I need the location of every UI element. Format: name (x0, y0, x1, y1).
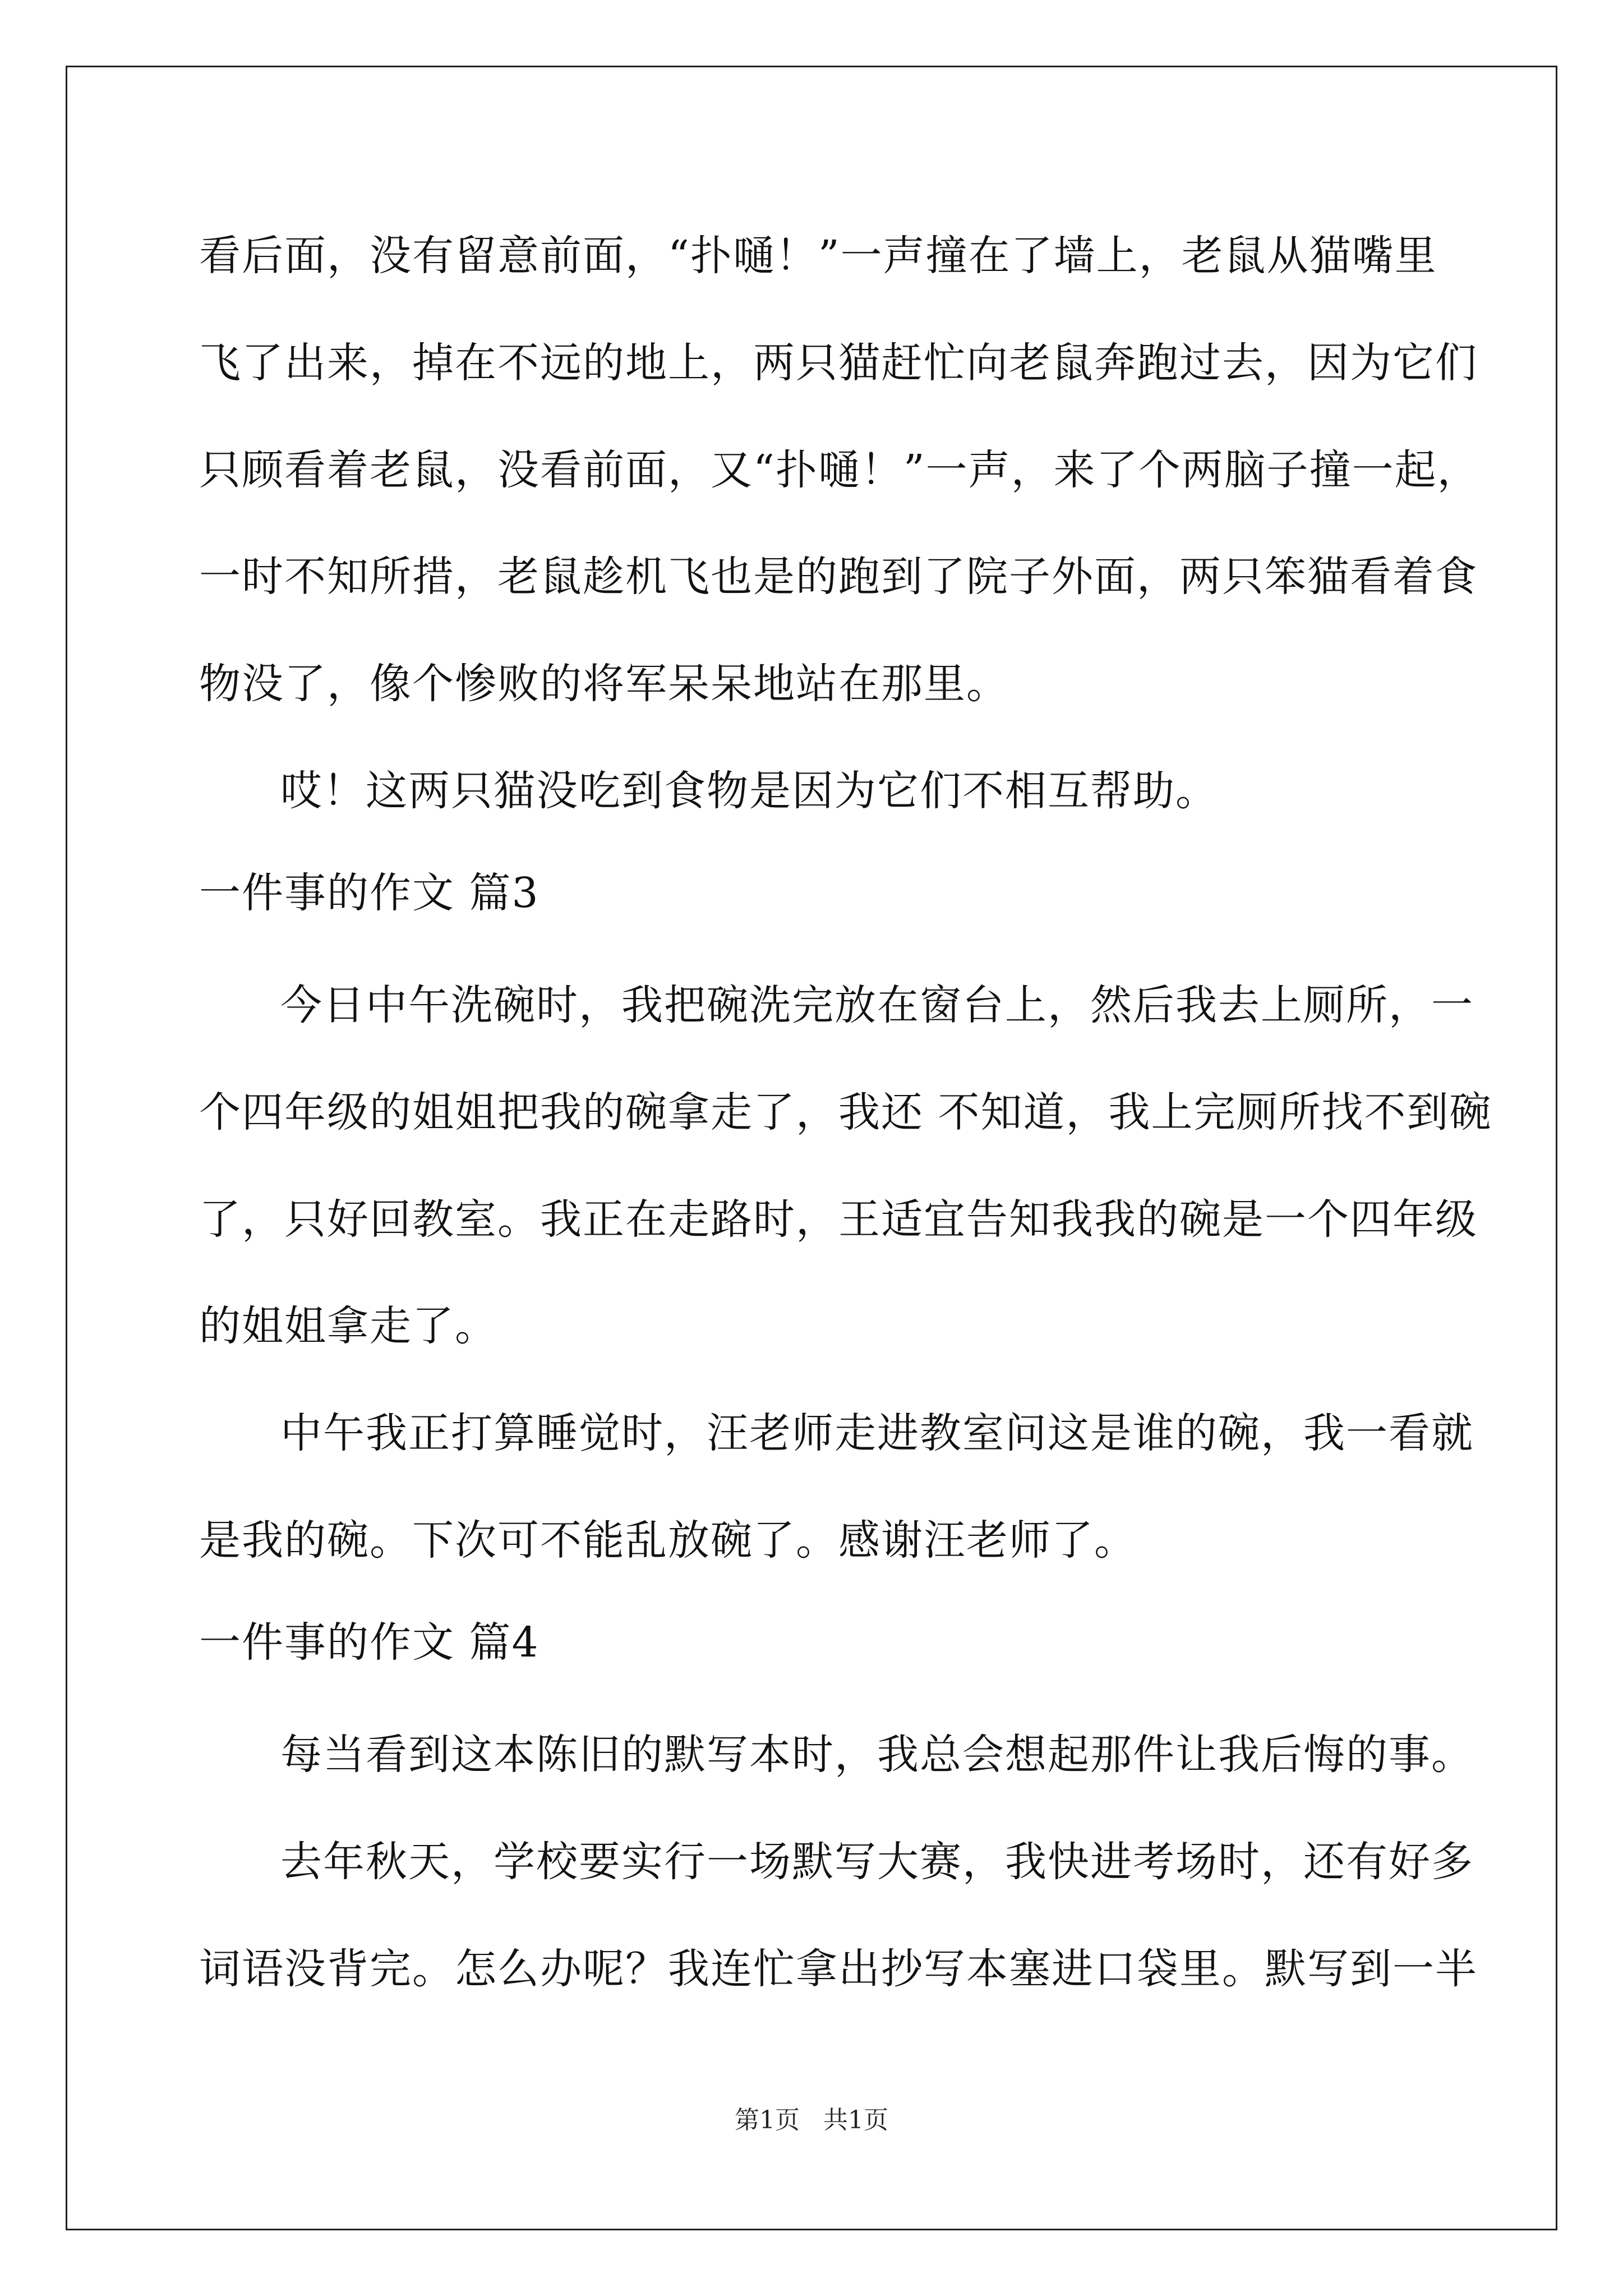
body-line-8: 今日中午洗碗时，我把碗洗完放在窗台上，然后我去上厕所，一 (280, 981, 1474, 1029)
section-heading-3: 一件事的作文 篇3 (199, 869, 540, 917)
body-line-4: 一时不知所措，老鼠趁机飞也是的跑到了院子外面，两只笨猫看着食 (199, 553, 1478, 601)
body-line-9: 个四年级的姐姐把我的碗拿走了，我还 不知道，我上完厕所找不到碗 (199, 1088, 1492, 1137)
body-line-3: 只顾看着老鼠，没看前面，又“扑嗵！”一声，来了个两脑子撞一起， (199, 446, 1480, 494)
page-footer: 第1页 共1页 (735, 2106, 888, 2134)
body-line-5: 物没了，像个惨败的将军呆呆地站在那里。 (199, 660, 1009, 708)
body-line-16: 去年秋天，学校要实行一场默写大赛，我快进考场时，还有好多 (280, 1838, 1474, 1886)
section-heading-4: 一件事的作文 篇4 (199, 1618, 540, 1667)
body-line-15: 每当看到这本陈旧的默写本时，我总会想起那件让我后悔的事。 (280, 1731, 1474, 1779)
body-line-6: 哎！这两只猫没吃到食物是因为它们不相互帮助。 (280, 767, 1218, 815)
body-line-1: 看后面，没有留意前面，“扑嗵！”一声撞在了墙上，老鼠从猫嘴里 (199, 232, 1437, 280)
body-line-12: 中午我正打算睡觉时，汪老师走进教室问这是谁的碗，我一看就 (280, 1409, 1474, 1457)
body-line-13: 是我的碗。下次可不能乱放碗了。感谢汪老师了。 (199, 1516, 1137, 1565)
body-line-11: 的姐姐拿走了。 (199, 1302, 497, 1350)
body-line-2: 飞了出来，掉在不远的地上，两只猫赶忙向老鼠奔跑过去，因为它们 (199, 339, 1478, 387)
body-line-10: 了，只好回教室。我正在走路时，王适宜告知我我的碗是一个四年级 (199, 1195, 1478, 1244)
body-line-17: 词语没背完。怎么办呢？我连忙拿出抄写本塞进口袋里。默写到一半 (199, 1945, 1478, 1993)
